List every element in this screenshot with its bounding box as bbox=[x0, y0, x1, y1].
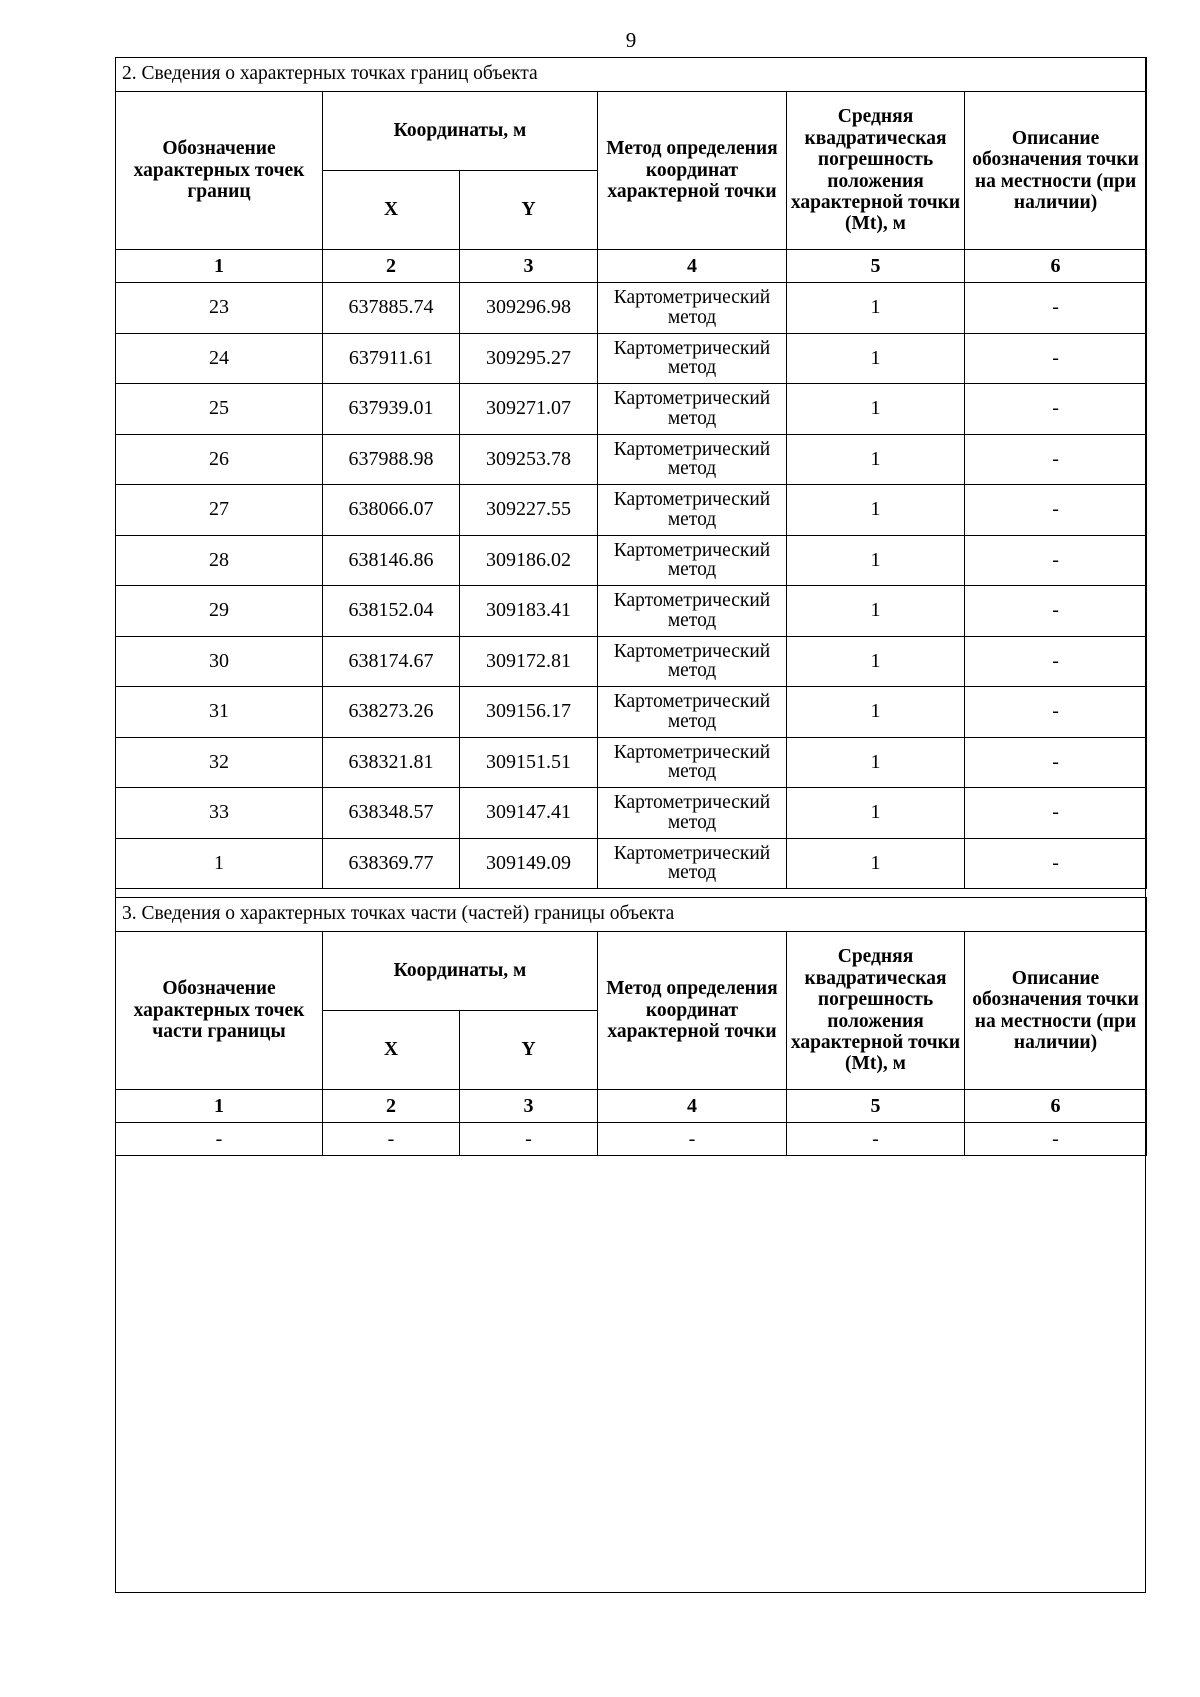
cell-description: - bbox=[965, 535, 1147, 586]
cell-x-coordinate: 638066.07 bbox=[323, 485, 460, 536]
col-number: 3 bbox=[460, 250, 598, 283]
cell-mt-value: 1 bbox=[787, 434, 965, 485]
page-number: 9 bbox=[625, 28, 637, 52]
cell-method: Картометрический метод bbox=[598, 333, 787, 384]
col-number: 1 bbox=[116, 250, 323, 283]
table-row bbox=[116, 434, 1147, 485]
col-number: 6 bbox=[965, 250, 1147, 283]
col-number: 6 bbox=[965, 1090, 1147, 1123]
cell-mt-value: 1 bbox=[787, 283, 965, 334]
table-row bbox=[116, 485, 1147, 536]
cell-y-coordinate: 309156.17 bbox=[460, 687, 598, 738]
cell-method: Картометрический метод bbox=[598, 687, 787, 738]
col-number: 4 bbox=[598, 1090, 787, 1123]
table-row bbox=[116, 737, 1147, 788]
cell-point-id: 31 bbox=[116, 687, 323, 738]
cell-y-coordinate: 309296.98 bbox=[460, 283, 598, 334]
cell-y-coordinate: 309227.55 bbox=[460, 485, 598, 536]
cell-method: Картометрический метод bbox=[598, 283, 787, 334]
table-row bbox=[116, 1123, 1147, 1156]
cell-description: - bbox=[965, 788, 1147, 839]
cell-point-id: 24 bbox=[116, 333, 323, 384]
table-row bbox=[116, 384, 1147, 435]
header-mt: Средняя квадратическая погрешность положения характерной точки (Mt), м bbox=[787, 92, 965, 250]
cell-description: - bbox=[965, 838, 1147, 889]
cell-description: - bbox=[965, 485, 1147, 536]
col-number: 2 bbox=[323, 250, 460, 283]
cell-y-coordinate: 309172.81 bbox=[460, 636, 598, 687]
header-point: Обозначение характерных точек границ bbox=[116, 92, 323, 250]
cell-method: Картометрический метод bbox=[598, 838, 787, 889]
table-row bbox=[116, 838, 1147, 889]
table-row bbox=[116, 333, 1147, 384]
cell-x-coordinate: 637939.01 bbox=[323, 384, 460, 435]
cell-point-id: 1 bbox=[116, 838, 323, 889]
cell-x-coordinate: - bbox=[323, 1123, 460, 1156]
header-desc: Описание обозначения точки на местности (при наличии) bbox=[965, 92, 1147, 250]
cell-point-id: 27 bbox=[116, 485, 323, 536]
cell-x-coordinate: 638174.67 bbox=[323, 636, 460, 687]
cell-mt-value: 1 bbox=[787, 687, 965, 738]
cell-y-coordinate: 309149.09 bbox=[460, 838, 598, 889]
cell-x-coordinate: 638152.04 bbox=[323, 586, 460, 637]
cell-y-coordinate: 309151.51 bbox=[460, 737, 598, 788]
table-row bbox=[116, 636, 1147, 687]
col-number: 4 bbox=[598, 250, 787, 283]
cell-mt-value: 1 bbox=[787, 636, 965, 687]
cell-point-id: 30 bbox=[116, 636, 323, 687]
cell-description: - bbox=[965, 737, 1147, 788]
cell-mt-value: 1 bbox=[787, 788, 965, 839]
cell-mt-value: 1 bbox=[787, 333, 965, 384]
cell-x-coordinate: 637911.61 bbox=[323, 333, 460, 384]
cell-method: Картометрический метод bbox=[598, 636, 787, 687]
cell-method: Картометрический метод bbox=[598, 434, 787, 485]
cell-point-id: 33 bbox=[116, 788, 323, 839]
cell-y-coordinate: 309147.41 bbox=[460, 788, 598, 839]
cell-y-coordinate: - bbox=[460, 1123, 598, 1156]
col-number: 5 bbox=[787, 1090, 965, 1123]
cell-method: Картометрический метод bbox=[598, 535, 787, 586]
cell-y-coordinate: 309183.41 bbox=[460, 586, 598, 637]
col-number: 2 bbox=[323, 1090, 460, 1123]
header-y: Y bbox=[460, 171, 598, 250]
cell-point-id: 23 bbox=[116, 283, 323, 334]
cell-description: - bbox=[965, 434, 1147, 485]
header-x: X bbox=[323, 1011, 460, 1090]
cell-description: - bbox=[965, 586, 1147, 637]
cell-y-coordinate: 309253.78 bbox=[460, 434, 598, 485]
cell-x-coordinate: 637988.98 bbox=[323, 434, 460, 485]
cell-description: - bbox=[965, 636, 1147, 687]
table-row bbox=[116, 283, 1147, 334]
header-coords: Координаты, м bbox=[323, 92, 598, 171]
cell-point-id: 28 bbox=[116, 535, 323, 586]
cell-mt-value: 1 bbox=[787, 838, 965, 889]
cell-mt-value: 1 bbox=[787, 586, 965, 637]
header-y: Y bbox=[460, 1011, 598, 1090]
col-number: 1 bbox=[116, 1090, 323, 1123]
cell-description: - bbox=[965, 1123, 1147, 1156]
cell-x-coordinate: 638348.57 bbox=[323, 788, 460, 839]
cell-method: Картометрический метод bbox=[598, 737, 787, 788]
cell-mt-value: 1 bbox=[787, 384, 965, 435]
table-row bbox=[116, 788, 1147, 839]
cell-method: Картометрический метод bbox=[598, 485, 787, 536]
header-x: X bbox=[323, 171, 460, 250]
cell-y-coordinate: 309271.07 bbox=[460, 384, 598, 435]
cell-description: - bbox=[965, 384, 1147, 435]
table-row bbox=[116, 687, 1147, 738]
table-row bbox=[116, 535, 1147, 586]
header-method: Метод определения координат характерной точки bbox=[598, 92, 787, 250]
cell-mt-value: 1 bbox=[787, 485, 965, 536]
cell-point-id: 32 bbox=[116, 737, 323, 788]
part-boundary-points-table bbox=[115, 897, 1147, 1156]
cell-point-id: 25 bbox=[116, 384, 323, 435]
header-point: Обозначение характерных точек части границы bbox=[116, 932, 323, 1090]
cell-x-coordinate: 637885.74 bbox=[323, 283, 460, 334]
cell-description: - bbox=[965, 333, 1147, 384]
cell-x-coordinate: 638146.86 bbox=[323, 535, 460, 586]
table-row bbox=[116, 586, 1147, 637]
header-mt: Средняя квадратическая погрешность положения характерной точки (Mt), м bbox=[787, 932, 965, 1090]
col-number: 5 bbox=[787, 250, 965, 283]
cell-method: Картометрический метод bbox=[598, 788, 787, 839]
cell-x-coordinate: 638273.26 bbox=[323, 687, 460, 738]
cell-point-id: 26 bbox=[116, 434, 323, 485]
cell-mt-value: 1 bbox=[787, 737, 965, 788]
cell-method: - bbox=[598, 1123, 787, 1156]
cell-mt-value: - bbox=[787, 1123, 965, 1156]
cell-method: Картометрический метод bbox=[598, 384, 787, 435]
section-2-title: 2. Сведения о характерных точках границ объекта bbox=[116, 58, 1147, 92]
cell-x-coordinate: 638321.81 bbox=[323, 737, 460, 788]
cell-description: - bbox=[965, 283, 1147, 334]
header-method: Метод определения координат характерной точки bbox=[598, 932, 787, 1090]
section-3-title: 3. Сведения о характерных точках части (частей) границы объекта bbox=[116, 898, 1147, 932]
cell-point-id: 29 bbox=[116, 586, 323, 637]
cell-point-id: - bbox=[116, 1123, 323, 1156]
boundary-points-table bbox=[115, 57, 1147, 889]
cell-y-coordinate: 309186.02 bbox=[460, 535, 598, 586]
cell-x-coordinate: 638369.77 bbox=[323, 838, 460, 889]
col-number: 3 bbox=[460, 1090, 598, 1123]
cell-mt-value: 1 bbox=[787, 535, 965, 586]
cell-description: - bbox=[965, 687, 1147, 738]
header-coords: Координаты, м bbox=[323, 932, 598, 1011]
cell-y-coordinate: 309295.27 bbox=[460, 333, 598, 384]
header-desc: Описание обозначения точки на местности (при наличии) bbox=[965, 932, 1147, 1090]
cell-method: Картометрический метод bbox=[598, 586, 787, 637]
